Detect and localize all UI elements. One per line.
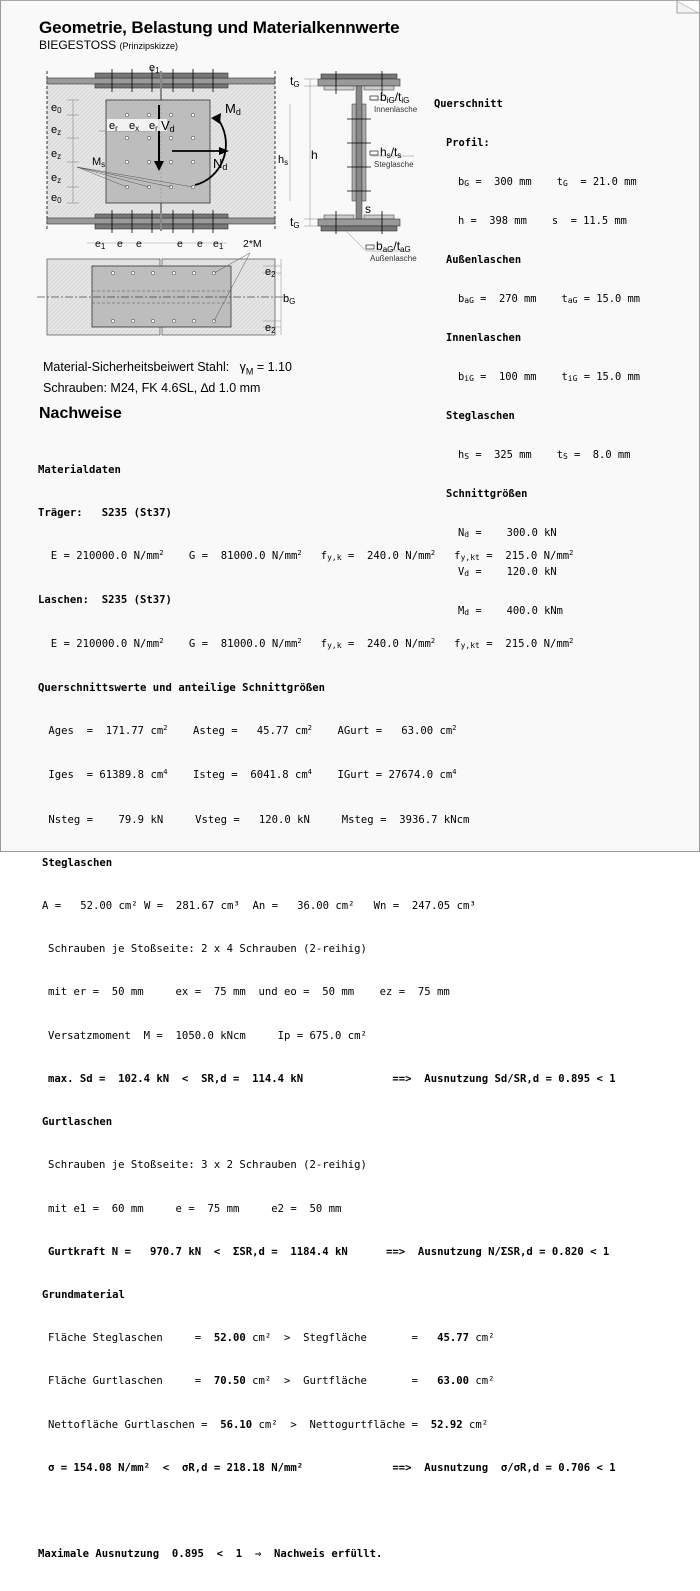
steglaschen-schrauben: Schrauben je Stoßseite: 2 x 4 Schrauben (2-reihig) bbox=[48, 943, 367, 956]
steglaschen-row: $h_S = 325$ mm $t_S = 8.0$ mm bbox=[458, 449, 631, 461]
summary-line: Maximale Ausnutzung 0.895 < 1 ⇒ Nachweis erfüllt. bbox=[38, 1548, 383, 1561]
label-big-tig: biG/tiG bbox=[380, 90, 410, 105]
label-e2-bottom: e2 bbox=[265, 322, 276, 335]
gurtlaschen-heading: Gurtlaschen bbox=[42, 1116, 113, 1129]
web-plate-right bbox=[362, 104, 366, 201]
label-vd: Vd bbox=[161, 118, 175, 134]
innenlaschen-heading: Innenlaschen bbox=[446, 332, 522, 344]
cross-section-diagram bbox=[278, 66, 434, 263]
schnitt-row-vd: $V_d$ = 120.0 kN bbox=[458, 566, 557, 578]
gurtlaschen-schrauben: Schrauben je Stoßseite: 3 x 2 Schrauben (2-reihig) bbox=[48, 1159, 367, 1172]
label-ez-1: ez bbox=[51, 124, 62, 137]
top-inner-plate-right bbox=[364, 86, 394, 90]
bolts-line: Schrauben: M24, FK 4.6SL, ∆d 1.0 mm bbox=[43, 380, 261, 395]
web-plate-left bbox=[352, 104, 356, 201]
page-subtitle bbox=[39, 38, 178, 52]
label-er-right: er bbox=[149, 120, 158, 133]
label-e0-bottom: e0 bbox=[51, 192, 62, 205]
svg-text:e: e bbox=[117, 238, 123, 250]
bottom-inner-plate-left bbox=[324, 215, 354, 219]
subtitle-main: BIEGESTOSS bbox=[39, 38, 117, 52]
page-corner-fold bbox=[677, 1, 699, 13]
innenlaschen-row: $b_{iG} = 100$ mm $t_{iG} = 15.0$ mm bbox=[458, 371, 640, 383]
grundmaterial-row-netto: Nettofläche Gurtlaschen = 56.10 cm² > Nettogurtfläche = 52.92 cm² bbox=[48, 1418, 489, 1431]
material-info bbox=[43, 359, 292, 396]
label-aussenlasche: Außenlasche bbox=[370, 254, 417, 263]
web-section bbox=[356, 86, 362, 219]
top-outer-flange-plate bbox=[321, 74, 397, 79]
nachweise-block bbox=[38, 434, 616, 1591]
querschnitt-heading: Querschnitt bbox=[434, 98, 503, 110]
qs-row-inertia: Iges = 61389.8 $cm^4$ Isteg = 6041.8 $cm^4$ IGurt = 27674.0 $cm^4$ bbox=[48, 768, 457, 782]
label-ex: ex bbox=[129, 120, 140, 133]
schnittgroessen-heading: Schnittgrößen bbox=[446, 488, 528, 500]
steglaschen-abstaende: mit er = 50 mm ex = 75 mm und eo = 50 mm ez = 75 mm bbox=[48, 986, 450, 999]
label-steglasche: Steglasche bbox=[374, 160, 414, 169]
label-ms: Ms bbox=[92, 156, 106, 169]
label-nd: Nd bbox=[213, 156, 228, 172]
laschen-material-values: E = 210000.0 $N/mm^2$ G = 81000.0 $N/mm^2$ $f_{y,k} = 240.0$ $N/mm^2$ $f_{y,kt} = 215.0$ $N/mm^2$ bbox=[38, 636, 574, 650]
laschen-material: Laschen: S235 (St37) bbox=[38, 594, 172, 607]
label-bag-tag: baG/taG bbox=[376, 239, 411, 254]
aussenlaschen-heading: Außenlaschen bbox=[446, 254, 522, 266]
bottom-flange-section bbox=[318, 219, 400, 226]
svg-text:e: e bbox=[136, 238, 142, 250]
steglaschen-heading: Steglaschen bbox=[446, 410, 515, 422]
steglaschen-check: max. Sd = 102.4 kN < SR,d = 114.4 kN ==> Ausnutzung Sd/SR,d = 0.895 < 1 bbox=[48, 1072, 616, 1085]
grundmaterial-row-gurt: Fläche Gurtlaschen = 70.50 cm² > Gurtfläche = 63.00 cm² bbox=[48, 1375, 495, 1388]
label-e1-top: e1 bbox=[149, 62, 160, 75]
grundmaterial-check: σ = 154.08 N/mm² < σR,d = 218.18 N/mm² ==> Ausnutzung σ/σR,d = 0.706 < 1 bbox=[48, 1461, 616, 1474]
label-2m: 2*M bbox=[243, 238, 262, 250]
materialdaten-heading: Materialdaten bbox=[38, 463, 121, 476]
label-s: s bbox=[365, 202, 371, 216]
qs-row-forces: Nsteg = 79.9 kN Vsteg = 120.0 kN Msteg = 3936.7 kNcm bbox=[48, 813, 470, 826]
label-er-left: er bbox=[109, 120, 118, 133]
label-e0-top: e0 bbox=[51, 102, 62, 115]
flange-bolt-dims bbox=[87, 238, 262, 251]
label-h: h bbox=[311, 148, 318, 162]
flange-plate-top-view bbox=[92, 266, 231, 327]
aussenlaschen-row: $b_{aG} = 270$ mm $t_{aG} = 15.0$ mm bbox=[458, 293, 640, 305]
safety-factor-line: Material-Sicherheitsbeiwert Stahl: $\gamma_M = 1.10$ bbox=[43, 360, 292, 377]
subtitle-note: (Prinzipskizze) bbox=[119, 41, 178, 51]
gurtlaschen-check: Gurtkraft N = 970.7 kN < ΣSR,d = 1184.4 kN ==> Ausnutzung N/ΣSR,d = 0.820 < 1 bbox=[48, 1245, 610, 1258]
grundmaterial-row-steg: Fläche Steglaschen = 52.00 cm² > Stegfläche = 45.77 cm² bbox=[48, 1332, 495, 1345]
svg-text:e1: e1 bbox=[213, 238, 224, 251]
label-e2-top: e2 bbox=[265, 266, 276, 279]
steglaschen-heading-nw: Steglaschen bbox=[42, 856, 113, 869]
schnitt-row-nd: $N_d$ = 300.0 kN bbox=[458, 527, 557, 539]
schnitt-row-md: $M_d$ = 400.0 kNm bbox=[458, 605, 563, 617]
label-hs-ts: hs/ts bbox=[380, 145, 402, 160]
profil-row-h: h = 398 mm s = 11.5 mm bbox=[458, 215, 627, 227]
profil-heading: Profil: bbox=[446, 137, 490, 149]
label-tg-top: tG bbox=[290, 74, 300, 89]
svg-text:e: e bbox=[177, 238, 183, 250]
nachweise-heading: Nachweise bbox=[39, 405, 122, 422]
svg-text:e: e bbox=[197, 238, 203, 250]
label-md: Md bbox=[225, 101, 241, 117]
label-ez-3: ez bbox=[51, 172, 62, 185]
qs-row-area: Ages = 171.77 $cm^2$ Asteg = 45.77 $cm^2$ AGurt = 63.00 $cm^2$ bbox=[48, 724, 457, 738]
traeger-material: Träger: S235 (St37) bbox=[38, 507, 172, 520]
querschnittswerte-heading: Querschnittswerte und anteilige Schnittgrößen bbox=[38, 681, 326, 694]
top-inner-plate-left bbox=[324, 86, 354, 90]
top-flange-section bbox=[318, 79, 400, 86]
label-bg: bG bbox=[283, 293, 296, 306]
steglaschen-versatzmoment: Versatzmoment M = 1050.0 kNcm Ip = 675.0 cm² bbox=[48, 1029, 367, 1042]
label-ez-2: ez bbox=[51, 148, 62, 161]
page-title: Geometrie, Belastung und Materialkennwerte bbox=[39, 18, 400, 37]
bottom-outer-flange-plate bbox=[321, 226, 397, 231]
label-tg-bottom: tG bbox=[290, 215, 300, 230]
profil-row-bg: $b_G = 300$ mm $t_G = 21.0$ mm bbox=[458, 176, 637, 188]
label-innenlasche: Innenlasche bbox=[374, 105, 418, 114]
traeger-material-values: E = 210000.0 $N/mm^2$ G = 81000.0 $N/mm^2$ $f_{y,k} = 240.0$ $N/mm^2$ $f_{y,kt} = 215.0$ $N/mm^2$ bbox=[38, 549, 574, 563]
steglaschen-values: A = 52.00 cm² W = 281.67 cm³ An = 36.00 cm² Wn = 247.05 cm³ bbox=[42, 900, 476, 912]
gurtlaschen-abstaende: mit e1 = 60 mm e = 75 mm e2 = 50 mm bbox=[48, 1202, 342, 1215]
label-hs: hs bbox=[278, 154, 289, 167]
grundmaterial-heading: Grundmaterial bbox=[42, 1288, 125, 1301]
svg-text:e1: e1 bbox=[95, 238, 106, 251]
